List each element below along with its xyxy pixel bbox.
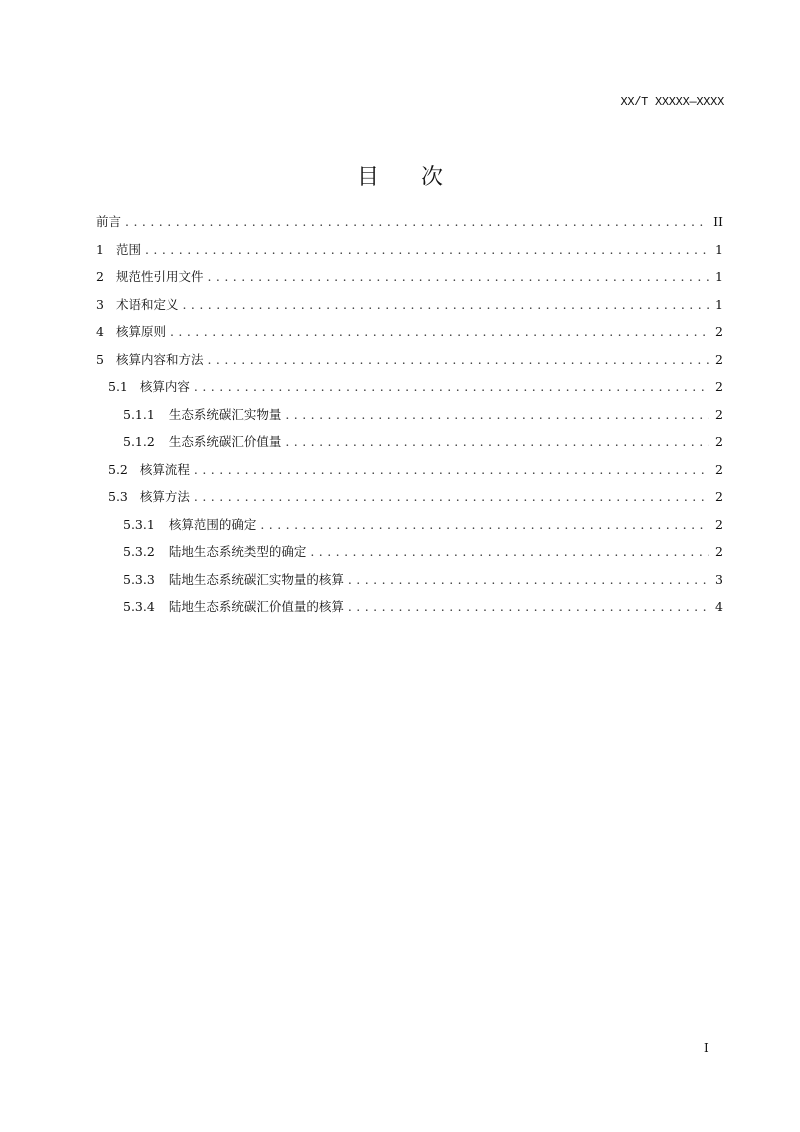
toc-entry-page: 2 [715,351,723,367]
toc-entry-label: 生态系统碳汇价值量 [168,434,282,449]
title-char: 目 [356,165,379,190]
dot-leader [170,324,709,339]
toc-entry-label: 核算原则 [115,324,166,339]
toc-entry-label: 术语和定义 [115,296,179,312]
dot-leader [125,214,707,229]
toc-entry-page: 2 [715,406,723,422]
toc-entry-number: 2 [96,269,104,284]
dot-leader [194,489,709,504]
toc-entry-page: 2 [715,489,723,504]
toc-entry[interactable] [96,542,723,570]
toc-entry[interactable] [96,212,723,240]
toc-entry[interactable] [96,322,723,350]
toc-entry[interactable] [96,460,723,488]
toc-entry[interactable] [96,487,723,515]
dot-leader [285,434,709,449]
toc-entry-page: 1 [715,296,723,312]
page-number: I [704,1041,709,1055]
toc-title [0,160,800,191]
toc-entry-number: 5.2 [108,461,128,477]
toc-entry-label: 核算内容和方法 [115,351,204,367]
toc-entry-number: 5.1 [108,379,128,394]
toc-entry-label: 核算内容 [139,379,190,394]
dot-leader [348,572,709,587]
toc-entry-page: 4 [715,599,723,614]
toc-entry-label: 核算流程 [139,461,190,477]
toc-entry[interactable] [96,515,723,543]
toc-entry-label: 范围 [115,241,141,257]
dot-leader [260,517,709,532]
toc-entry[interactable] [96,377,723,405]
toc-entry[interactable] [96,295,723,323]
toc-entry-page: II [713,214,723,229]
toc-entry[interactable] [96,240,723,268]
toc-entry[interactable] [96,570,723,598]
toc-entry[interactable] [96,597,723,625]
toc-entry-number: 5 [96,351,104,367]
toc-entry[interactable] [96,405,723,433]
dot-leader [182,297,709,312]
toc-entry-page: 2 [715,324,723,339]
toc-entry-page: 2 [715,544,723,559]
table-of-contents [96,212,723,625]
dot-leader [145,242,709,257]
toc-entry-page: 1 [715,241,723,257]
toc-entry-page: 2 [715,434,723,449]
toc-entry-page: 2 [715,516,723,532]
dot-leader [207,352,709,367]
toc-entry-label: 核算方法 [139,489,190,504]
toc-entry[interactable] [96,267,723,295]
dot-leader [285,407,709,422]
toc-entry-number: 5.3.1 [123,516,155,532]
toc-entry-page: 3 [715,571,723,587]
dot-leader [194,379,709,394]
toc-entry-number: 5.3.2 [123,544,155,559]
toc-entry-number: 5.3.4 [123,599,155,614]
toc-entry-label: 核算范围的确定 [168,516,257,532]
toc-entry-number: 5.3.3 [123,571,155,587]
toc-entry-label: 生态系统碳汇实物量 [168,406,282,422]
toc-entry-page: 1 [715,269,723,284]
toc-entry-page: 2 [715,379,723,394]
toc-entry[interactable] [96,350,723,378]
dot-leader [310,544,709,559]
toc-entry-number: 5.3 [108,489,128,504]
dot-leader [207,269,709,284]
toc-entry-number: 4 [96,324,104,339]
toc-entry-number: 3 [96,296,104,312]
toc-entry-page: 2 [715,461,723,477]
toc-entry-label: 规范性引用文件 [115,269,204,284]
document-code: XX/T XXXXX—XXXX [620,95,724,109]
toc-entry-number: 5.1.1 [123,406,155,422]
toc-entry-label: 陆地生态系统碳汇实物量的核算 [168,571,344,587]
toc-entry[interactable] [96,432,723,460]
toc-entry-label: 前言 [96,214,122,229]
toc-entry-label: 陆地生态系统碳汇价值量的核算 [168,599,344,614]
title-char: 次 [421,165,444,190]
toc-entry-label: 陆地生态系统类型的确定 [168,544,307,559]
toc-entry-number: 5.1.2 [123,434,155,449]
dot-leader [194,462,709,477]
toc-entry-number: 1 [96,241,104,257]
dot-leader [348,599,709,614]
